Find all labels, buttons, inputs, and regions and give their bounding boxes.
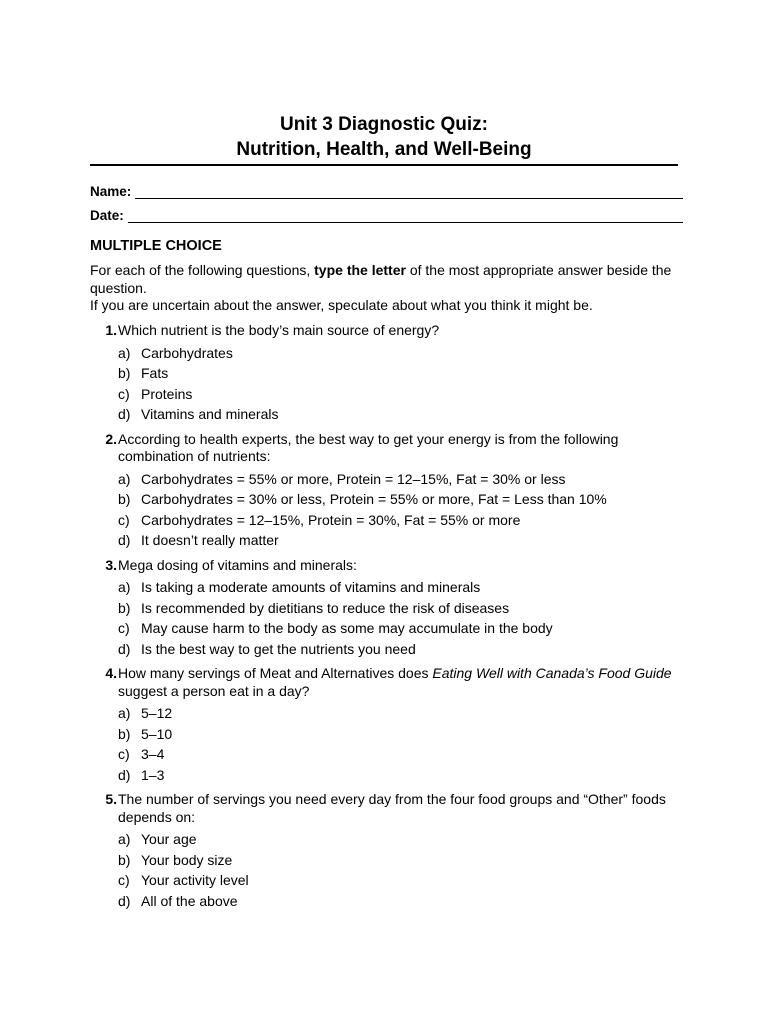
answer-option[interactable] — [118, 724, 685, 745]
option-text: 5–12 — [141, 705, 173, 721]
name-field[interactable] — [90, 181, 683, 199]
question-text: The number of servings you need every day from the four food groups and “Other” foods depends on: — [118, 791, 666, 825]
answer-option[interactable] — [118, 404, 685, 425]
option-letter: d) — [118, 532, 131, 548]
question-text: Mega dosing of vitamins and minerals: — [118, 556, 357, 573]
option-text: Carbohydrates = 30% or less, Protein = 55% or more, Fat = Less than 10% — [141, 491, 607, 507]
section-heading: MULTIPLE CHOICE — [90, 238, 222, 254]
option-text: Proteins — [141, 385, 193, 402]
option-letter: c) — [118, 620, 130, 636]
option-letter: c) — [118, 385, 130, 402]
question-text-after: suggest a person eat in a day? — [118, 682, 310, 699]
answer-option[interactable] — [118, 530, 685, 551]
option-letter: d) — [118, 766, 131, 783]
option-letter: a) — [118, 470, 131, 487]
date-field[interactable] — [90, 205, 683, 223]
question-number: 2. — [105, 430, 117, 447]
option-letter: b) — [118, 365, 131, 381]
name-label: Name: — [90, 184, 132, 199]
option-text: May cause harm to the body as some may accumulate in the body — [141, 620, 553, 636]
answer-option[interactable] — [118, 489, 685, 510]
question-number: 5. — [105, 791, 117, 807]
question-text — [118, 665, 685, 700]
question-number: 1. — [105, 322, 117, 338]
option-letter: a) — [118, 705, 131, 721]
option-letter: c) — [118, 511, 130, 528]
answer-option[interactable] — [118, 384, 685, 405]
instructions-text-before: For each of the following questions, — [90, 262, 315, 278]
answer-options — [118, 829, 685, 911]
date-label: Date: — [90, 208, 124, 223]
question-text: According to health experts, the best way to get your energy is from the following combination of nutrients: — [118, 430, 619, 464]
instructions-text-after: of the most appropriate answer beside the question. — [90, 262, 672, 296]
option-text: Your body size — [141, 851, 233, 868]
question-number: 3. — [105, 556, 117, 573]
date-blank-line[interactable] — [128, 211, 683, 223]
option-text: Fats — [141, 365, 169, 381]
question-5 — [90, 791, 685, 911]
answer-option[interactable] — [118, 765, 685, 786]
answer-option[interactable] — [118, 850, 685, 871]
question-4 — [90, 665, 685, 785]
quiz-title — [90, 112, 678, 162]
option-text: 3–4 — [141, 746, 165, 762]
name-blank-line[interactable] — [135, 187, 683, 199]
option-letter: a) — [118, 579, 131, 595]
answer-option[interactable] — [118, 469, 685, 490]
instructions-line-1 — [90, 262, 680, 297]
option-text: 5–10 — [141, 725, 173, 742]
question-text-before: How many servings of Meat and Alternatives does — [118, 665, 433, 681]
answer-option[interactable] — [118, 891, 685, 912]
option-letter: c) — [118, 746, 130, 762]
option-text: Is the best way to get the nutrients you need — [141, 640, 416, 657]
answer-option[interactable] — [118, 703, 685, 724]
answer-option[interactable] — [118, 343, 685, 364]
option-letter: d) — [118, 892, 131, 909]
option-text: All of the above — [141, 892, 238, 909]
question-list — [90, 322, 685, 917]
instructions-line-2: If you are uncertain about the answer, speculate about what you think it might be. — [90, 297, 593, 313]
title-line-2: Nutrition, Health, and Well-Being — [236, 139, 532, 160]
instructions — [90, 262, 680, 315]
option-letter: b) — [118, 599, 131, 616]
option-text: 1–3 — [141, 766, 165, 783]
answer-option[interactable] — [118, 363, 685, 384]
option-text: Carbohydrates = 55% or more, Protein = 12–15%, Fat = 30% or less — [141, 470, 566, 487]
answer-option[interactable] — [118, 510, 685, 531]
option-letter: d) — [118, 406, 131, 422]
answer-options — [118, 577, 685, 659]
option-text: Your activity level — [141, 872, 249, 888]
answer-options — [118, 703, 685, 785]
answer-option[interactable] — [118, 618, 685, 639]
answer-options — [118, 469, 685, 551]
option-letter: b) — [118, 491, 131, 507]
option-text: Is recommended by dietitians to reduce the risk of diseases — [141, 599, 510, 616]
title-line-1: Unit 3 Diagnostic Quiz: — [280, 114, 488, 135]
option-letter: b) — [118, 851, 131, 868]
option-text: It doesn’t really matter — [141, 532, 279, 548]
question-number: 4. — [105, 665, 117, 681]
option-text: Is taking a moderate amounts of vitamins and minerals — [141, 579, 481, 595]
question-2 — [90, 431, 685, 551]
option-text: Carbohydrates = 12–15%, Protein = 30%, Fat = 55% or more — [141, 511, 521, 528]
answer-option[interactable] — [118, 829, 685, 850]
question-3 — [90, 557, 685, 660]
answer-option[interactable] — [118, 577, 685, 598]
answer-option[interactable] — [118, 870, 685, 891]
option-letter: a) — [118, 344, 131, 361]
answer-options — [118, 343, 685, 425]
option-text: Your age — [141, 831, 197, 847]
option-letter: d) — [118, 640, 131, 657]
option-text: Carbohydrates — [141, 344, 233, 361]
option-text: Vitamins and minerals — [141, 406, 279, 422]
option-letter: b) — [118, 725, 131, 742]
food-guide-title: Eating Well with Canada’s Food Guide — [432, 665, 672, 681]
option-letter: a) — [118, 831, 131, 847]
option-letter: c) — [118, 872, 130, 888]
answer-option[interactable] — [118, 639, 685, 660]
question-text: Which nutrient is the body’s main source of energy? — [118, 322, 440, 338]
question-1 — [90, 322, 685, 425]
answer-option[interactable] — [118, 744, 685, 765]
answer-option[interactable] — [118, 598, 685, 619]
title-divider — [90, 164, 678, 166]
instructions-emphasis: type the letter — [314, 262, 406, 278]
